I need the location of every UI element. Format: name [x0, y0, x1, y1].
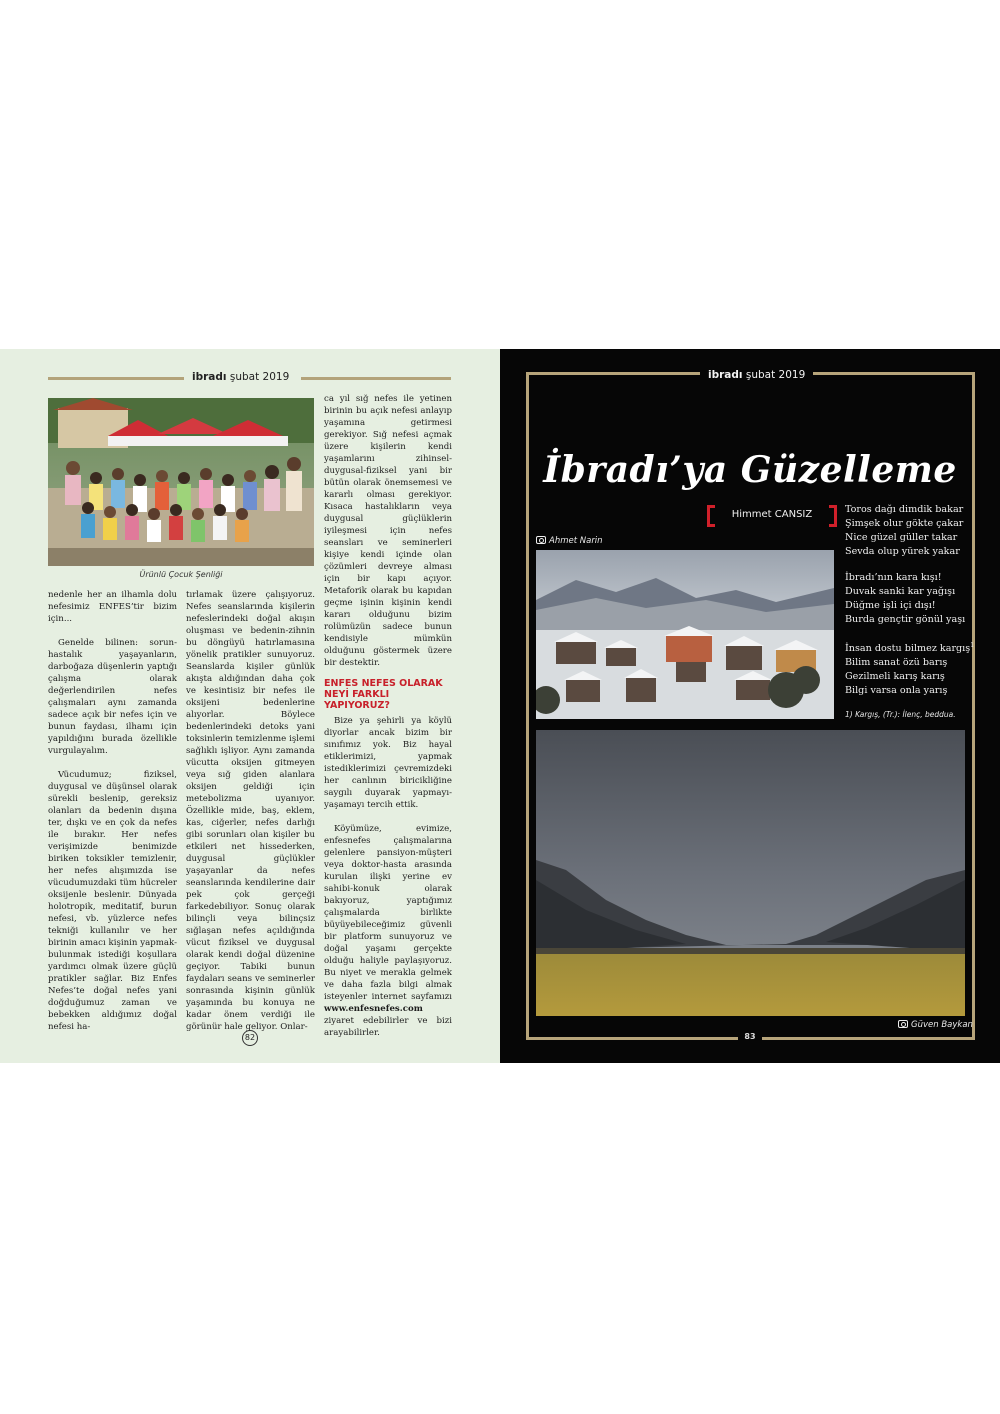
header-rule-right: [301, 377, 451, 380]
page-number-right: 83: [738, 1032, 762, 1041]
poem-line-text: İnsan dostu bilmez kargış: [845, 643, 971, 655]
paragraph: tırlamak üzere çalışıyoruz. Nefes seanslarında kişilerin nefeslerindeki doğal akışın oluşması ve bedenin-zihnin bu döngüyü hatırlamasına yönelik pratikler sunuyoruz. Seanslarda kişiler günlük akışta aldığından daha çok ve kesintisiz bir nefes ile oksijeni bedenlerine alıyorlar. Böylece bedenlerindeki detoks yani toksinlerin temizlenme işlemi sağlıklı işliyor. Aynı zamanda vücutta oksijen gitmeyen veya sığ giden alanlara oksijen geldiği için metebolizma uyanıyor. Özellikle mide, baş, eklem, kas, ciğerler, nefes darlığı gibi sorunları olan kişiler bu etkileri net hissederken, duygusal güçlükler yaşayanlar da nefes seanslarında kendilerine dair pek çok gerçeği farkedebiliyor. Sonuç olarak bilinçli veya bilinçsiz sığlaşan nefes açıldığında vücut fiziksel ve duygusal olarak kendi doğal düzenine geçiyor. Tabiki bunun faydaları seans ve seminerler sonrasında kişinin günlük yaşamında bu konuya ne kadar önem verdiği ile görünür hale geliyor. Onlar-: [186, 590, 315, 1032]
poem-line: Sevda olup yürek yakar: [845, 546, 960, 557]
valley-photo: [536, 730, 965, 1016]
photo-credit: [898, 1020, 973, 1030]
issue-date: şubat 2019: [745, 369, 806, 381]
section-heading: ENFES NEFES OLARAK NEYİ FARKLI YAPIYORUZ?: [324, 678, 443, 711]
poem-line: Bilgi varsa onla yarış: [845, 685, 948, 697]
paragraph-text: ziyaret edebilirler ve bizi arayabilirler.: [324, 1016, 452, 1038]
poem-line: Toros dağı dimdik bakar: [845, 504, 964, 515]
snowy-town-photo: [536, 550, 834, 719]
camera-icon: [898, 1020, 908, 1028]
paragraph: nedenle her an ilhamla dolu nefesimiz ENFES’tir bizim için...: [48, 590, 177, 624]
author-box: [707, 505, 837, 527]
left-page-header: [48, 371, 451, 385]
text-column-1: [48, 589, 177, 1033]
right-page: [500, 349, 1000, 1063]
poem-line: Gezilmeli karış karış: [845, 671, 945, 683]
poem-line: Duvak sanki kar yağışı: [845, 586, 956, 597]
footnote: 1) Kargış, (Tr.): İlenç, beddua.: [845, 710, 956, 719]
paragraph: Vücudumuz; fiziksel, duygusal ve düşünsel olarak sürekli beslenip, gereksiz olanları da bedenin dışına ter, dışkı ve en çok da nefes ile bırakır. Her nefes verişimizde benimizde biriken toksikler temizlenir, her nefes alışımızda ise vücudumuzdaki tüm hücreler oksijenle beslenir. Dünyada holotropik, meditatif, burun nefesi, vb. yüzlerce nefes tekniği kullanılır ve her birinin amacı kişinin yapmak-bulunmak istediği koşullara yardımcı olmak üzere güçlü pratikler sağlar. Biz Enfes Nefes’te doğal nefes yani doğduğumuz zaman ve bebekken aldığımız doğal nefesi ha-: [48, 770, 177, 1032]
paragraph: Genelde bilinen: sorun-hastalık yaşayanların, darboğaza düşenlerin yaptığı çalışma olarak değerlendirilen nefes çalışmaları aynı zamanda sadece açık bir nefes için ve bunun faydası, ilhamı için yapıldığını burada özellikle vurgulayalım.: [48, 638, 177, 756]
stanza-3: [845, 639, 985, 698]
paragraph-text: Köyümüze, evimize, enfesnefes çalışmalarına gelenlere pansiyon-müşteri veya doktor-hasta arasında kurulan ilişki yerine ev sahibi-konuk olarak bakıyoruz, yaptığımız çalışmalarda birlikte büyüyebileceğimiz güvenli bir platform sunuyoruz ve doğal yaşamı gerçekte olduğu haliyle paylaşıyoruz. Bu niyet ve merakla gelmek ve daha fazla bilgi almak isteyenler internet sayfamızı: [324, 824, 452, 1002]
photographer-name: Ahmet Narin: [549, 536, 603, 546]
article-title: İbradı’ya Güzelleme: [543, 449, 957, 491]
website-link[interactable]: www.enfesnefes.com: [324, 1004, 423, 1014]
page-number-left: 82: [242, 1030, 258, 1046]
paragraph: ca yıl sığ nefes ile yetinen birinin bu açık nefesi anlayıp yaşamına getirmesi gerekiyor. Sığ nefesi açmak üzere kişilerin kendi yaşamlarını zihinsel-duygusal-fiziksel yani bir bütün olarak önemsemesi ve kararlı olması gerekiyor. Kısaca hastalıkların veya duygusal güçlüklerin iyileşmesi için nefes seansları ve seminerleri kişiye kendi içinde olan çözümleri devreye alması için bir kapı açıyor. Metaforik olarak bu kapıdan geçme işinin kişinin kendi kararı olduğunu bizim rolümüzün sadece bunun kendisiyle mümkün olduğunu göstermek üzere bir destektir.: [324, 394, 452, 668]
magazine-spread: [0, 349, 1000, 1063]
camera-icon: [536, 536, 546, 544]
magazine-name: ibradı: [708, 369, 743, 381]
poem-line: [845, 639, 985, 656]
author-name: Himmet CANSIZ: [731, 509, 813, 520]
poem-line: Nice güzel güller takar: [845, 532, 958, 543]
header-rule-left: [48, 377, 184, 380]
poem-line: Şimşek olur gökte çakar: [845, 518, 964, 529]
bracket-right: [829, 505, 837, 527]
poem-line: Bilim sanat özü barış: [845, 657, 948, 669]
left-page: [0, 349, 500, 1063]
paragraph: [324, 823, 452, 1039]
paragraph: Bize ya şehirli ya köylü diyorlar ancak bizim bir sınıfımız yok. Biz hayal etiklerimizi, yapmak istediklerimizi çevremizdeki her canlının biricikliğine saygılı duyarak yapmayı-yaşamayı tercih ettik.: [324, 716, 452, 810]
festival-photo: [48, 398, 314, 566]
poem-line: Burda gençtir gönül yaşı: [845, 614, 966, 625]
footnote-marker: 1: [970, 642, 975, 649]
header-label: [192, 371, 289, 383]
text-column-3: [324, 393, 452, 1039]
stanza-1: [845, 503, 985, 559]
poem: [845, 503, 985, 710]
issue-date: şubat 2019: [229, 371, 290, 383]
photographer-name: Güven Baykan: [911, 1020, 973, 1030]
poem-line: Düğme işli içi dışı!: [845, 600, 936, 611]
photo-credit: [536, 536, 603, 546]
right-page-header: [700, 369, 813, 381]
magazine-name: ibradı: [192, 371, 227, 383]
photo-caption: Ürünlü Çocuk Şenliği: [139, 570, 223, 579]
text-column-2: [186, 589, 315, 1033]
poem-line: İbradı’nın kara kışı!: [845, 572, 942, 583]
stanza-2: [845, 571, 985, 627]
